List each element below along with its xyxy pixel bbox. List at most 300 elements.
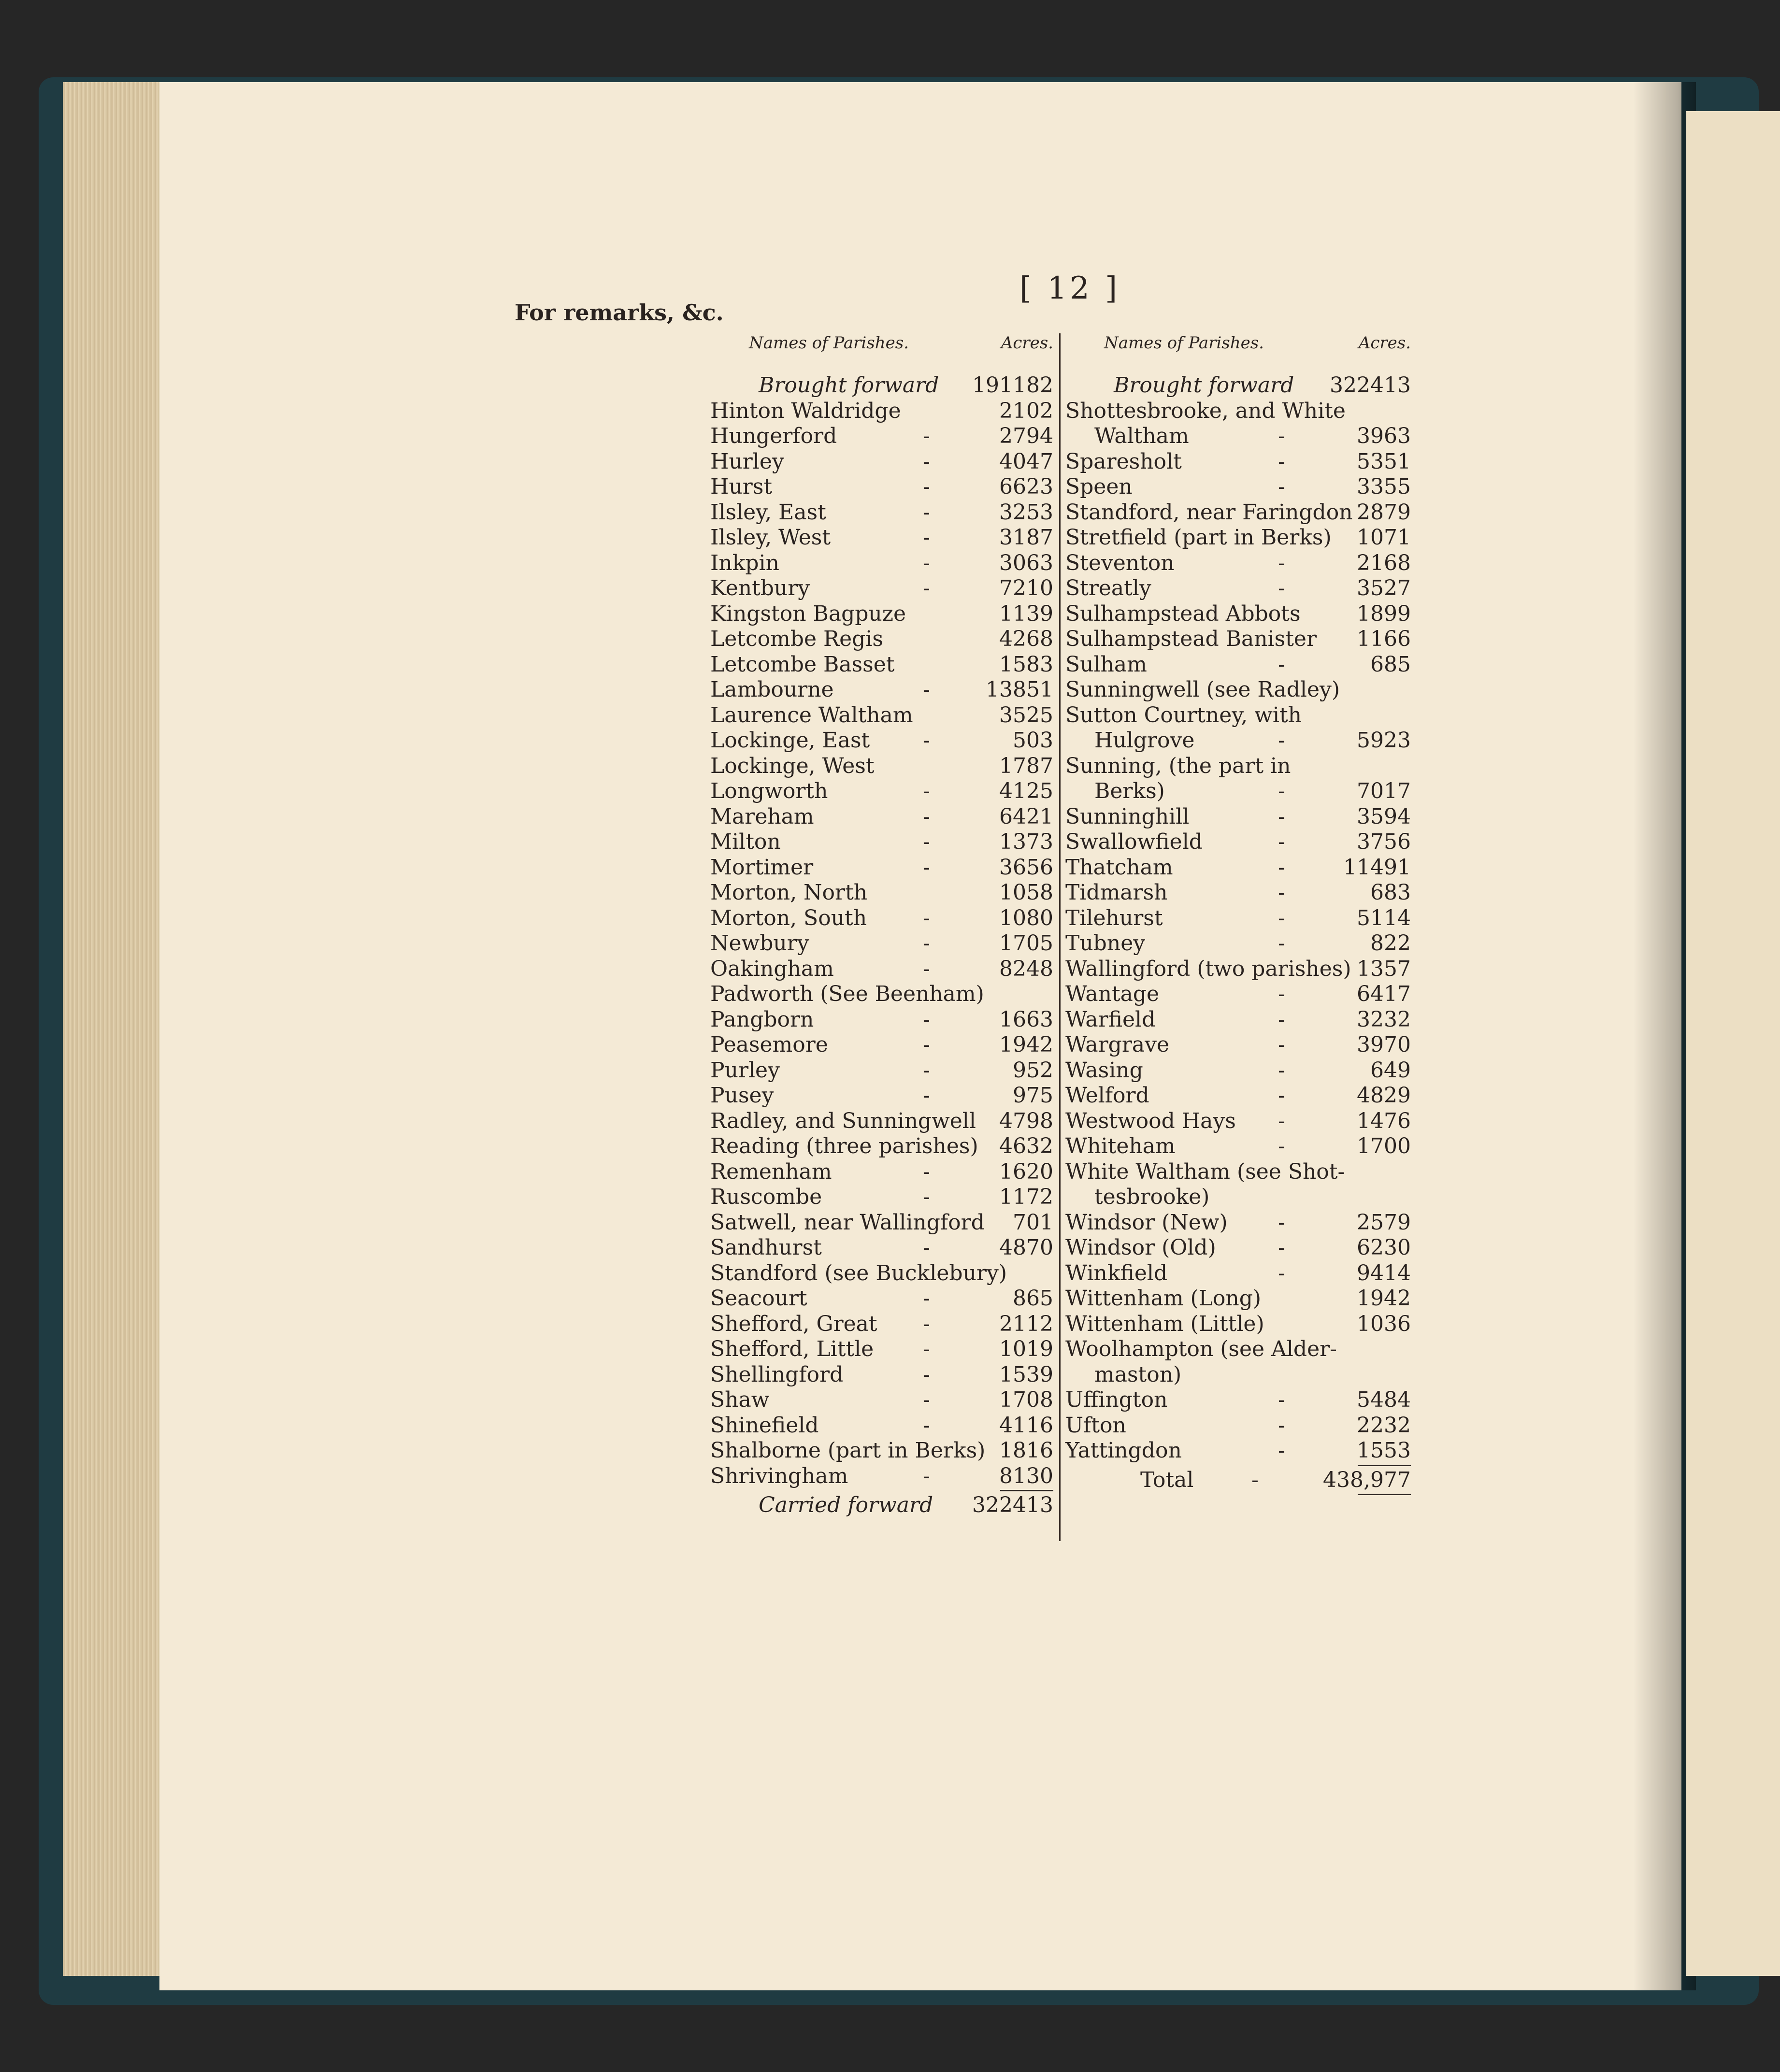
leader-dash: -: [1278, 1057, 1285, 1083]
parish-name: Speen: [1065, 474, 1133, 499]
parish-name: Milton: [710, 829, 781, 854]
parish-acres: 3656: [999, 855, 1053, 880]
parish-acres: 975: [1013, 1083, 1053, 1108]
parish-acres: 4268: [999, 627, 1053, 651]
leader-dash: -: [1278, 1210, 1285, 1235]
total-dash: -: [1251, 1467, 1259, 1492]
parish-acres: 6230: [1357, 1235, 1411, 1260]
parish-acres: 2579: [1357, 1210, 1411, 1235]
parish-row: [710, 1413, 1058, 1439]
parish-name: Sparesholt: [1065, 449, 1182, 474]
parish-name: maston): [1094, 1362, 1182, 1387]
parish-acres: 4047: [999, 449, 1053, 474]
parish-name: Wantage: [1065, 982, 1160, 1006]
parish-row: [710, 449, 1058, 475]
parish-row: [710, 982, 1058, 1007]
parish-row: [1065, 1109, 1416, 1134]
parish-row: [710, 1387, 1058, 1413]
parish-row: [710, 880, 1058, 906]
parish-name: Tubney: [1065, 931, 1146, 956]
parish-name: Letcombe Basset: [710, 652, 895, 677]
parish-row: [710, 601, 1058, 627]
parish-name: Ilsley, East: [710, 500, 826, 525]
parish-row: [710, 1134, 1058, 1159]
parish-acres: 5351: [1357, 449, 1411, 474]
parish-acres: 13851: [986, 677, 1053, 702]
parish-acres: 683: [1370, 880, 1411, 905]
total-label: Total: [1140, 1467, 1194, 1492]
parish-row: [710, 1083, 1058, 1109]
parish-row: [1065, 982, 1416, 1007]
parish-row: [1065, 1312, 1416, 1337]
parish-name: Ruscombe: [710, 1185, 822, 1209]
leader-dash: -: [1278, 652, 1285, 677]
right-sum-line: [1065, 1464, 1416, 1468]
leader-dash: -: [1278, 1260, 1285, 1286]
parish-acres: 3527: [1357, 576, 1411, 600]
parish-name: Padworth (See Beenham): [710, 982, 984, 1006]
parish-acres: 3232: [1357, 1007, 1411, 1032]
parish-row: [1065, 1185, 1416, 1210]
parish-name: Whiteham: [1065, 1134, 1176, 1158]
parish-row: [1065, 829, 1416, 855]
total-value: 438,977: [1323, 1467, 1411, 1492]
parish-name: Streatly: [1065, 576, 1151, 600]
parish-name: Shellingford: [710, 1362, 844, 1387]
right-total: [1065, 1468, 1416, 1493]
parish-row: [1065, 576, 1416, 601]
parish-acres: 1539: [999, 1362, 1053, 1387]
facing-page: [1686, 111, 1780, 1976]
parish-row: [1065, 1261, 1416, 1286]
parish-name: Steventon: [1065, 550, 1175, 575]
parish-name: Lockinge, West: [710, 753, 875, 778]
left-column-header: [710, 333, 1058, 367]
parish-acres: 3355: [1357, 474, 1411, 499]
parish-acres: 1942: [1357, 1286, 1411, 1311]
left-sum-line: [710, 1489, 1058, 1493]
parish-acres: 7210: [999, 576, 1053, 600]
leader-dash: -: [1278, 905, 1285, 930]
parish-acres: 3063: [999, 550, 1053, 575]
parish-acres: 3253: [999, 500, 1053, 525]
parish-acres: 3594: [1357, 804, 1411, 829]
parish-name: Standford (see Bucklebury): [710, 1260, 1007, 1286]
leader-dash: -: [1278, 982, 1285, 1006]
parish-acres: 3756: [1357, 829, 1411, 854]
parish-acres: 1080: [999, 905, 1053, 930]
leader-dash: -: [1278, 1108, 1285, 1133]
parish-name: Warfield: [1065, 1007, 1156, 1032]
parish-row: [710, 829, 1058, 855]
page-edges: [63, 82, 174, 1976]
parish-name: Oakingham: [710, 956, 834, 981]
parish-name: Woolhampton (see Alder-: [1065, 1337, 1337, 1361]
parish-row: [1065, 1032, 1416, 1058]
parish-acres: 1139: [999, 601, 1053, 626]
parish-row: [1065, 1438, 1416, 1464]
parish-acres: 1942: [999, 1032, 1053, 1057]
parish-name: Mareham: [710, 804, 814, 829]
leader-dash: -: [1278, 1387, 1285, 1412]
parish-row: [1065, 474, 1416, 500]
parish-row: [710, 424, 1058, 449]
left-header-acres: Acres.: [1001, 333, 1053, 353]
leader-dash: -: [923, 1185, 930, 1209]
parish-row: [710, 474, 1058, 500]
parish-row: [710, 1032, 1058, 1058]
parish-acres: 1476: [1357, 1108, 1411, 1133]
parish-acres: 3970: [1357, 1032, 1411, 1057]
parish-name: Inkpin: [710, 550, 779, 575]
parish-row: [710, 525, 1058, 551]
parish-acres: 1705: [999, 931, 1053, 956]
leader-dash: -: [923, 576, 930, 600]
parish-acres: 5114: [1357, 905, 1411, 930]
parish-name: Windsor (Old): [1065, 1235, 1216, 1260]
left-parish-list: [710, 399, 1058, 1489]
parish-acres: 1071: [1357, 525, 1411, 550]
parish-row: [710, 551, 1058, 576]
parish-name: Waltham: [1094, 424, 1189, 448]
parish-acres: 1899: [1357, 601, 1411, 626]
parish-row: [710, 500, 1058, 526]
parish-row: [710, 855, 1058, 881]
parish-name: Sulham: [1065, 652, 1147, 677]
parish-row: [710, 906, 1058, 931]
parish-name: Satwell, near Wallingford: [710, 1210, 985, 1235]
parish-acres: 1583: [999, 652, 1053, 677]
leader-dash: -: [923, 474, 930, 499]
leader-dash: -: [923, 677, 930, 702]
parish-row: [1065, 500, 1416, 526]
parish-row: [710, 399, 1058, 424]
parish-row: [1065, 1007, 1416, 1033]
parish-acres: 5484: [1357, 1387, 1411, 1412]
parish-acres: 1663: [999, 1007, 1053, 1032]
leader-dash: -: [923, 1032, 930, 1057]
parish-name: Seacourt: [710, 1286, 807, 1311]
parish-acres: 952: [1013, 1057, 1053, 1083]
parish-name: Tilehurst: [1065, 905, 1163, 930]
parish-acres: 4116: [999, 1413, 1053, 1438]
leader-dash: -: [1278, 1083, 1285, 1108]
parish-row: [1065, 1337, 1416, 1362]
parish-row: [1065, 525, 1416, 551]
parish-row: [1065, 779, 1416, 804]
leader-dash: -: [923, 1387, 930, 1412]
leader-dash: -: [1278, 474, 1285, 499]
leader-dash: -: [1278, 424, 1285, 448]
parish-row: [710, 931, 1058, 957]
leader-dash: -: [1278, 779, 1285, 803]
leader-dash: -: [1278, 728, 1285, 753]
parish-name: White Waltham (see Shot-: [1065, 1159, 1345, 1184]
sum-rule: [1358, 1465, 1411, 1466]
leader-dash: -: [923, 1159, 930, 1184]
parish-name: Standford, near Faringdon: [1065, 500, 1353, 525]
parish-name: Sandhurst: [710, 1235, 822, 1260]
parish-row: [710, 1312, 1058, 1337]
parish-row: [710, 1464, 1058, 1489]
parish-name: Radley, and Sunningwell: [710, 1108, 976, 1133]
parish-acres: 2232: [1357, 1413, 1411, 1438]
leader-dash: -: [923, 1362, 930, 1387]
parish-name: Remenham: [710, 1159, 832, 1184]
parish-row: [1065, 551, 1416, 576]
parish-name: Morton, South: [710, 905, 867, 930]
leader-dash: -: [923, 1311, 930, 1336]
parish-acres: 822: [1370, 931, 1411, 956]
page-number: [ 12 ]: [1019, 271, 1120, 306]
parish-acres: 1787: [999, 753, 1053, 778]
parish-name: Pusey: [710, 1083, 774, 1108]
parish-row: [1065, 703, 1416, 729]
right-header-acres: Acres.: [1358, 333, 1411, 353]
parish-acres: 685: [1370, 652, 1411, 677]
parish-name: Laurence Waltham: [710, 702, 913, 728]
parish-name: Longworth: [710, 779, 828, 803]
parish-row: [710, 576, 1058, 601]
leader-dash: -: [1278, 804, 1285, 829]
leader-dash: -: [923, 931, 930, 956]
parish-name: Lockinge, East: [710, 728, 870, 753]
parish-row: [1065, 1362, 1416, 1388]
parish-name: Shottesbrooke, and White: [1065, 398, 1346, 423]
right-header-names: Names of Parishes.: [1104, 333, 1264, 353]
parish-row: [710, 1058, 1058, 1084]
parish-name: Hungerford: [710, 424, 837, 448]
leader-dash: -: [923, 424, 930, 448]
parish-row: [710, 1362, 1058, 1388]
parish-name: Pangborn: [710, 1007, 814, 1032]
parish-row: [1065, 931, 1416, 957]
parish-row: [1065, 1286, 1416, 1312]
leader-dash: -: [923, 1007, 930, 1032]
leader-dash: -: [1278, 1438, 1285, 1463]
parish-acres: 5923: [1357, 728, 1411, 753]
parish-row: [710, 1235, 1058, 1261]
parish-name: Kingston Bagpuze: [710, 601, 906, 626]
parish-row: [1065, 449, 1416, 475]
parish-name: Stretfield (part in Berks): [1065, 525, 1332, 550]
parish-row: [710, 652, 1058, 678]
parish-row: [1065, 906, 1416, 931]
parish-name: Mortimer: [710, 855, 814, 880]
parish-acres: 4798: [999, 1108, 1053, 1133]
parish-row: [1065, 677, 1416, 703]
margin-note: For remarks, &c.: [515, 300, 724, 326]
parish-name: tesbrooke): [1094, 1185, 1210, 1209]
leader-dash: -: [923, 525, 930, 550]
parish-acres: 1357: [1357, 956, 1411, 981]
parish-acres: 7017: [1357, 779, 1411, 803]
parish-acres: 1553: [1357, 1438, 1411, 1463]
leader-dash: -: [923, 956, 930, 981]
parish-row: [710, 1286, 1058, 1312]
parish-name: Shalborne (part in Berks): [710, 1438, 986, 1463]
parish-name: Letcombe Regis: [710, 627, 883, 651]
parish-name: Swallowfield: [1065, 829, 1203, 854]
parish-name: Ufton: [1065, 1413, 1126, 1438]
leader-dash: -: [1278, 829, 1285, 854]
parish-acres: 2879: [1357, 500, 1411, 525]
parish-acres: 1816: [999, 1438, 1053, 1463]
leader-dash: -: [923, 1286, 930, 1311]
parish-name: Sunningwell (see Radley): [1065, 677, 1340, 702]
parish-row: [710, 1007, 1058, 1033]
leader-dash: -: [923, 855, 930, 880]
parish-acres: 8130: [999, 1463, 1053, 1488]
parish-acres: 503: [1013, 728, 1053, 753]
parish-acres: 1708: [999, 1387, 1053, 1412]
parish-row: [710, 804, 1058, 830]
leader-dash: -: [923, 1083, 930, 1108]
parish-name: Westwood Hays: [1065, 1108, 1236, 1133]
leader-dash: -: [1278, 550, 1285, 575]
parish-acres: 649: [1370, 1057, 1411, 1083]
parish-name: Wasing: [1065, 1057, 1143, 1083]
parish-acres: 1166: [1357, 627, 1411, 651]
right-total-underline: [1065, 1493, 1416, 1497]
parish-row: [1065, 1413, 1416, 1439]
leader-dash: -: [1278, 1413, 1285, 1438]
parish-name: Wargrave: [1065, 1032, 1169, 1057]
parish-name: Hurst: [710, 474, 773, 499]
parish-name: Hurley: [710, 449, 784, 474]
parish-name: Purley: [710, 1057, 780, 1083]
carried-forward-label: Carried forward: [759, 1493, 933, 1517]
leader-dash: -: [923, 804, 930, 829]
sum-rule: [1000, 1490, 1053, 1491]
parish-name: Welford: [1065, 1083, 1149, 1108]
parish-acres: 8248: [999, 956, 1053, 981]
parish-row: [710, 1261, 1058, 1286]
parish-acres: 1036: [1357, 1311, 1411, 1336]
brought-forward-value: 322413: [1330, 373, 1411, 398]
parish-row: [710, 1337, 1058, 1362]
parish-row: [710, 1438, 1058, 1464]
parish-row: [710, 1109, 1058, 1134]
parish-name: Hulgrove: [1094, 728, 1195, 753]
parish-acres: 4829: [1357, 1083, 1411, 1108]
parish-acres: 2168: [1357, 550, 1411, 575]
parish-name: Kentbury: [710, 576, 810, 600]
leader-dash: -: [1278, 1007, 1285, 1032]
leader-dash: -: [923, 449, 930, 474]
right-column: [1065, 333, 1416, 1497]
parish-name: Tidmarsh: [1065, 880, 1168, 905]
parish-name: Lambourne: [710, 677, 834, 702]
left-column: [710, 333, 1058, 1518]
parish-row: [1065, 601, 1416, 627]
parish-row: [1065, 728, 1416, 754]
parish-name: Ilsley, West: [710, 525, 831, 550]
parish-row: [1065, 880, 1416, 906]
parish-name: Shrivingham: [710, 1463, 848, 1488]
parish-name: Shinefield: [710, 1413, 819, 1438]
parish-row: [710, 728, 1058, 754]
parish-row: [1065, 957, 1416, 982]
left-carried-forward: [710, 1493, 1058, 1518]
carried-forward-value: 322413: [972, 1493, 1053, 1517]
leader-dash: -: [1278, 576, 1285, 600]
parish-row: [710, 1159, 1058, 1185]
left-header-names: Names of Parishes.: [749, 333, 909, 353]
parish-name: Uffington: [1065, 1387, 1168, 1412]
leader-dash: -: [1278, 931, 1285, 956]
leader-dash: -: [1278, 1235, 1285, 1260]
right-brought-forward: [1065, 373, 1416, 399]
parish-row: [1065, 399, 1416, 424]
parish-row: [710, 779, 1058, 804]
parish-name: Morton, North: [710, 880, 868, 905]
leader-dash: -: [923, 1337, 930, 1361]
parish-name: Yattingdon: [1065, 1438, 1182, 1463]
parish-name: Reading (three parishes): [710, 1134, 978, 1158]
parish-acres: 1620: [999, 1159, 1053, 1184]
leader-dash: -: [1278, 880, 1285, 905]
parish-name: Sulhampstead Abbots: [1065, 601, 1301, 626]
brought-forward-label: Brought forward: [1114, 373, 1294, 398]
right-column-header: [1065, 333, 1416, 367]
leader-dash: -: [923, 1057, 930, 1083]
leader-dash: -: [1278, 855, 1285, 880]
parish-acres: 1058: [999, 880, 1053, 905]
parish-acres: 701: [1013, 1210, 1053, 1235]
parish-row: [710, 677, 1058, 703]
parish-row: [1065, 424, 1416, 449]
parish-name: Windsor (New): [1065, 1210, 1228, 1235]
leader-dash: -: [1278, 1032, 1285, 1057]
parish-name: Shefford, Little: [710, 1337, 874, 1361]
parish-name: Hinton Waldridge: [710, 398, 901, 423]
parish-name: Newbury: [710, 931, 809, 956]
parish-name: Shefford, Great: [710, 1311, 877, 1336]
parish-acres: 2102: [999, 398, 1053, 423]
leader-dash: -: [923, 829, 930, 854]
parish-acres: 4870: [999, 1235, 1053, 1260]
parish-row: [1065, 1235, 1416, 1261]
parish-name: Thatcham: [1065, 855, 1173, 880]
leader-dash: -: [1278, 1134, 1285, 1158]
parish-name: Sunning, (the part in: [1065, 753, 1291, 778]
parish-row: [1065, 855, 1416, 881]
parish-row: [1065, 1083, 1416, 1109]
parish-acres: 4125: [999, 779, 1053, 803]
parish-acres: 865: [1013, 1286, 1053, 1311]
leader-dash: -: [923, 500, 930, 525]
parish-acres: 1172: [999, 1185, 1053, 1209]
parish-row: [710, 957, 1058, 982]
parish-name: Berks): [1094, 779, 1165, 803]
parish-acres: 2112: [999, 1311, 1053, 1336]
column-divider: [1059, 333, 1061, 1541]
parish-row: [1065, 754, 1416, 779]
leader-dash: -: [923, 1413, 930, 1438]
parish-row: [1065, 1134, 1416, 1159]
parish-name: Wittenham (Long): [1065, 1286, 1262, 1311]
parish-row: [710, 754, 1058, 779]
parish-name: Shaw: [710, 1387, 770, 1412]
leader-dash: -: [923, 728, 930, 753]
parish-row: [1065, 1210, 1416, 1236]
parish-acres: 3187: [999, 525, 1053, 550]
parish-acres: 11491: [1343, 855, 1411, 880]
parish-row: [1065, 1387, 1416, 1413]
parish-name: Wittenham (Little): [1065, 1311, 1264, 1336]
parish-row: [710, 1210, 1058, 1236]
